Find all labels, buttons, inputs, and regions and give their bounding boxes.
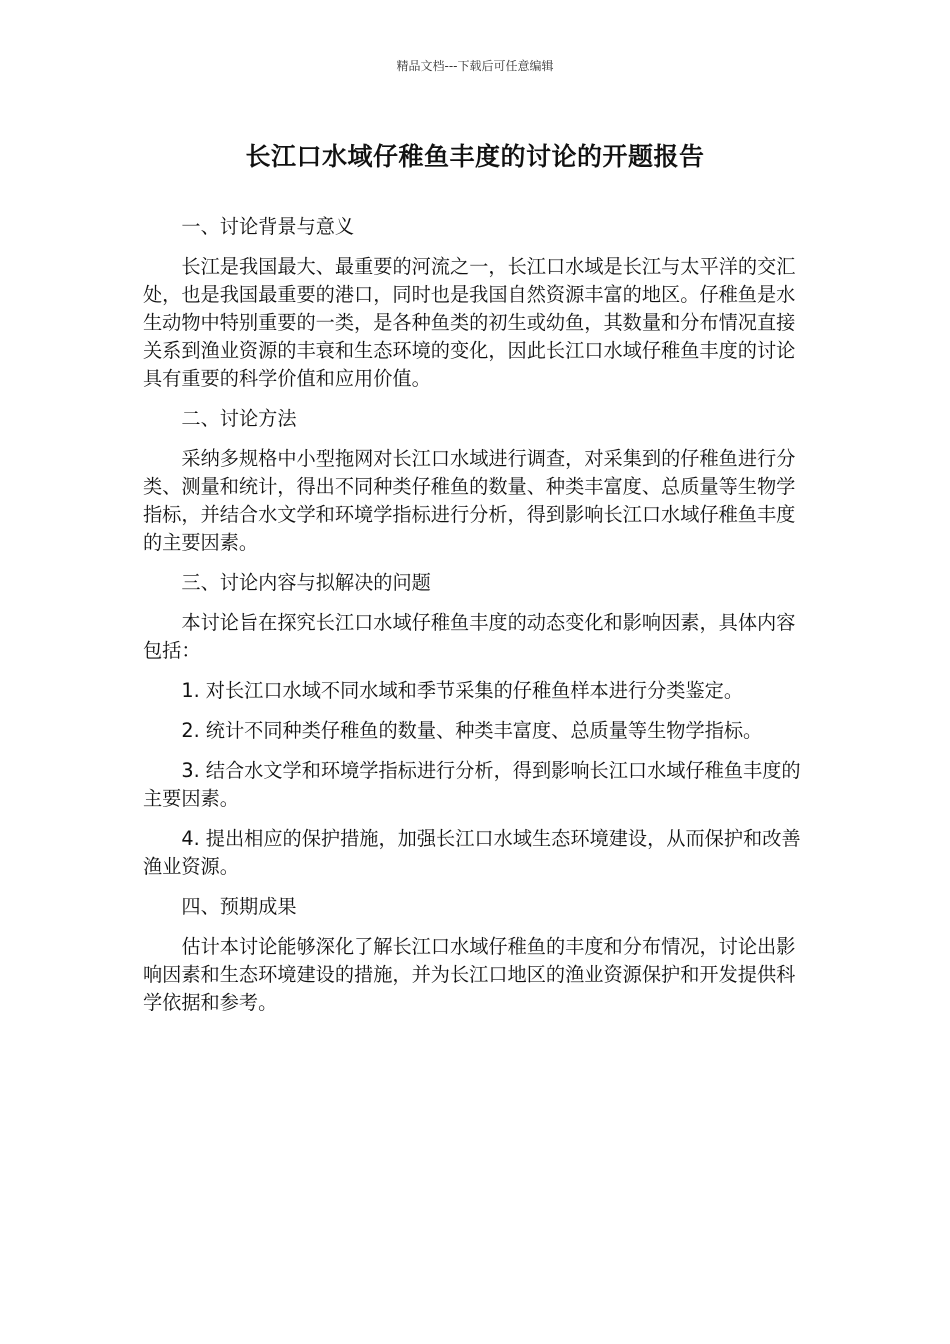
paragraph-method: 采纳多规格中小型拖网对长江口水域进行调查，对采集到的仔稚鱼进行分类、测量和统计，得出不同种类仔稚鱼的数量、种类丰富度、总质量等生物学指标，并结合水文学和环境学指标进行分析，得到影响长江口水域仔稚鱼丰度的主要因素。	[143, 447, 796, 554]
paragraph-content-intro: 本讨论旨在探究长江口水域仔稚鱼丰度的动态变化和影响因素，具体内容包括：	[143, 611, 796, 662]
list-item-content-2: 2. 统计不同种类仔稚鱼的数量、种类丰富度、总质量等生物学指标。	[181, 719, 763, 742]
list-item-content-1: 1. 对长江口水域不同水域和季节采集的仔稚鱼样本进行分类鉴定。	[181, 679, 744, 702]
paragraph-background: 长江是我国最大、最重要的河流之一，长江口水域是长江与太平洋的交汇处，也是我国最重要的港口，同时也是我国自然资源丰富的地区。仔稚鱼是水生动物中特别重要的一类，是各种鱼类的初生或幼鱼，其数量和分布情况直接关系到渔业资源的丰衰和生态环境的变化，因此长江口水域仔稚鱼丰度的讨论具有重要的科学价值和应用价值。	[143, 255, 796, 390]
section-heading-content: 三、讨论内容与拟解决的问题	[181, 571, 431, 594]
document-body	[143, 213, 805, 1029]
document-title: 长江口水域仔稚鱼丰度的讨论的开题报告	[245, 142, 705, 171]
header-note: 精品文档---下载后可任意编辑	[396, 59, 554, 73]
paragraph-results: 估计本讨论能够深化了解长江口水域仔稚鱼的丰度和分布情况，讨论出影响因素和生态环境建设的措施，并为长江口地区的渔业资源保护和开发提供科学依据和参考。	[143, 935, 796, 1014]
list-item-content-4: 4. 提出相应的保护措施，加强长江口水域生态环境建设，从而保护和改善渔业资源。	[143, 827, 801, 878]
list-item-content-3: 3. 结合水文学和环境学指标进行分析，得到影响长江口水域仔稚鱼丰度的主要因素。	[143, 759, 801, 810]
section-heading-method: 二、讨论方法	[181, 407, 297, 430]
section-heading-background: 一、讨论背景与意义	[181, 215, 355, 238]
section-heading-results: 四、预期成果	[181, 895, 297, 918]
